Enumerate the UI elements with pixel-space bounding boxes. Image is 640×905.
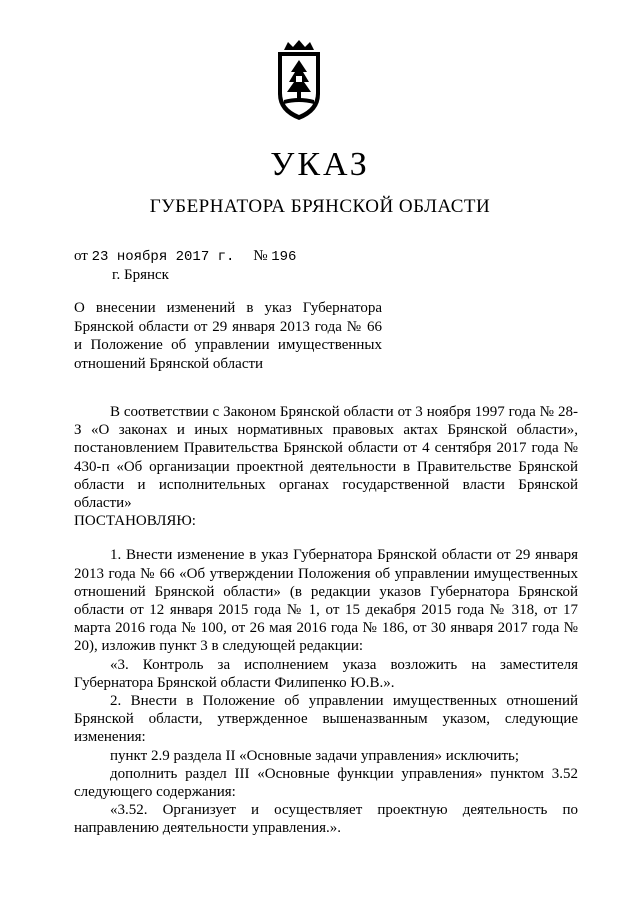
decree-word: ПОСТАНОВЛЯЮ:	[74, 513, 196, 530]
number-label: №	[253, 248, 268, 264]
item-1-quote: «3. Контроль за исполнением указа возложить на заместителя Губернатора Брянской области Филипенко Ю.В.».	[74, 656, 578, 691]
decree-body	[74, 403, 578, 838]
item-2: 2. Внести в Положение об управлении имущественных отношений Брянской области, утвержденное вышеназванным указом, следующие изменения:	[74, 693, 578, 746]
document-subtitle: ГУБЕРНАТОРА БРЯНСКОЙ ОБЛАСТИ	[149, 196, 491, 217]
item-1: 1. Внести изменение в указ Губернатора Брянской области от 29 января 2013 года № 66 «Об утверждении Положения об управлении имущественных отношений Брянской области» (в редакции указов Губернатора Брянской области от 12 января 2015 года № 1, от 15 декабря 2015 года № 318, от 17 марта 2016 года № 100, от 26 мая 2016 года № 186, от 30 января 2017 года № 20), изложив пункт 3 в следующей редакции:	[74, 547, 578, 655]
subject-block	[74, 299, 382, 373]
date-line	[74, 248, 296, 265]
subject-text: О внесении изменений в указ Губернатора Брянской области от 29 января 2013 года № 66 и Положение об управлении имущественных отношений Брянской области	[74, 300, 382, 372]
item-2-a: пункт 2.9 раздела II «Основные задачи управления» исключить;	[110, 747, 520, 764]
decree-number: 196	[271, 249, 297, 265]
item-2-quote: «3.52. Организует и осуществляет проектную деятельность по направлению деятельности управления.».	[74, 802, 578, 837]
document-title: УКАЗ	[270, 146, 370, 183]
decree-date: 23 ноября 2017 г.	[91, 249, 235, 265]
preamble: В соответствии с Законом Брянской области от 3 ноября 1997 года № 28-З «О законах и иных нормативных правовых актах Брянской области», постановлением Правительства Брянской области от 4 сентября 2017 года № 430-п «Об организации проектной деятельности в Правительстве Брянской области и исполнительных органах государственной власти Брянской области»	[74, 404, 578, 512]
item-2-b: дополнить раздел III «Основные функции управления» пунктом 3.52 следующего содержания:	[74, 765, 578, 801]
coat-of-arms-icon	[270, 38, 328, 124]
city: г. Брянск	[112, 267, 169, 283]
date-prefix: от	[74, 248, 88, 264]
